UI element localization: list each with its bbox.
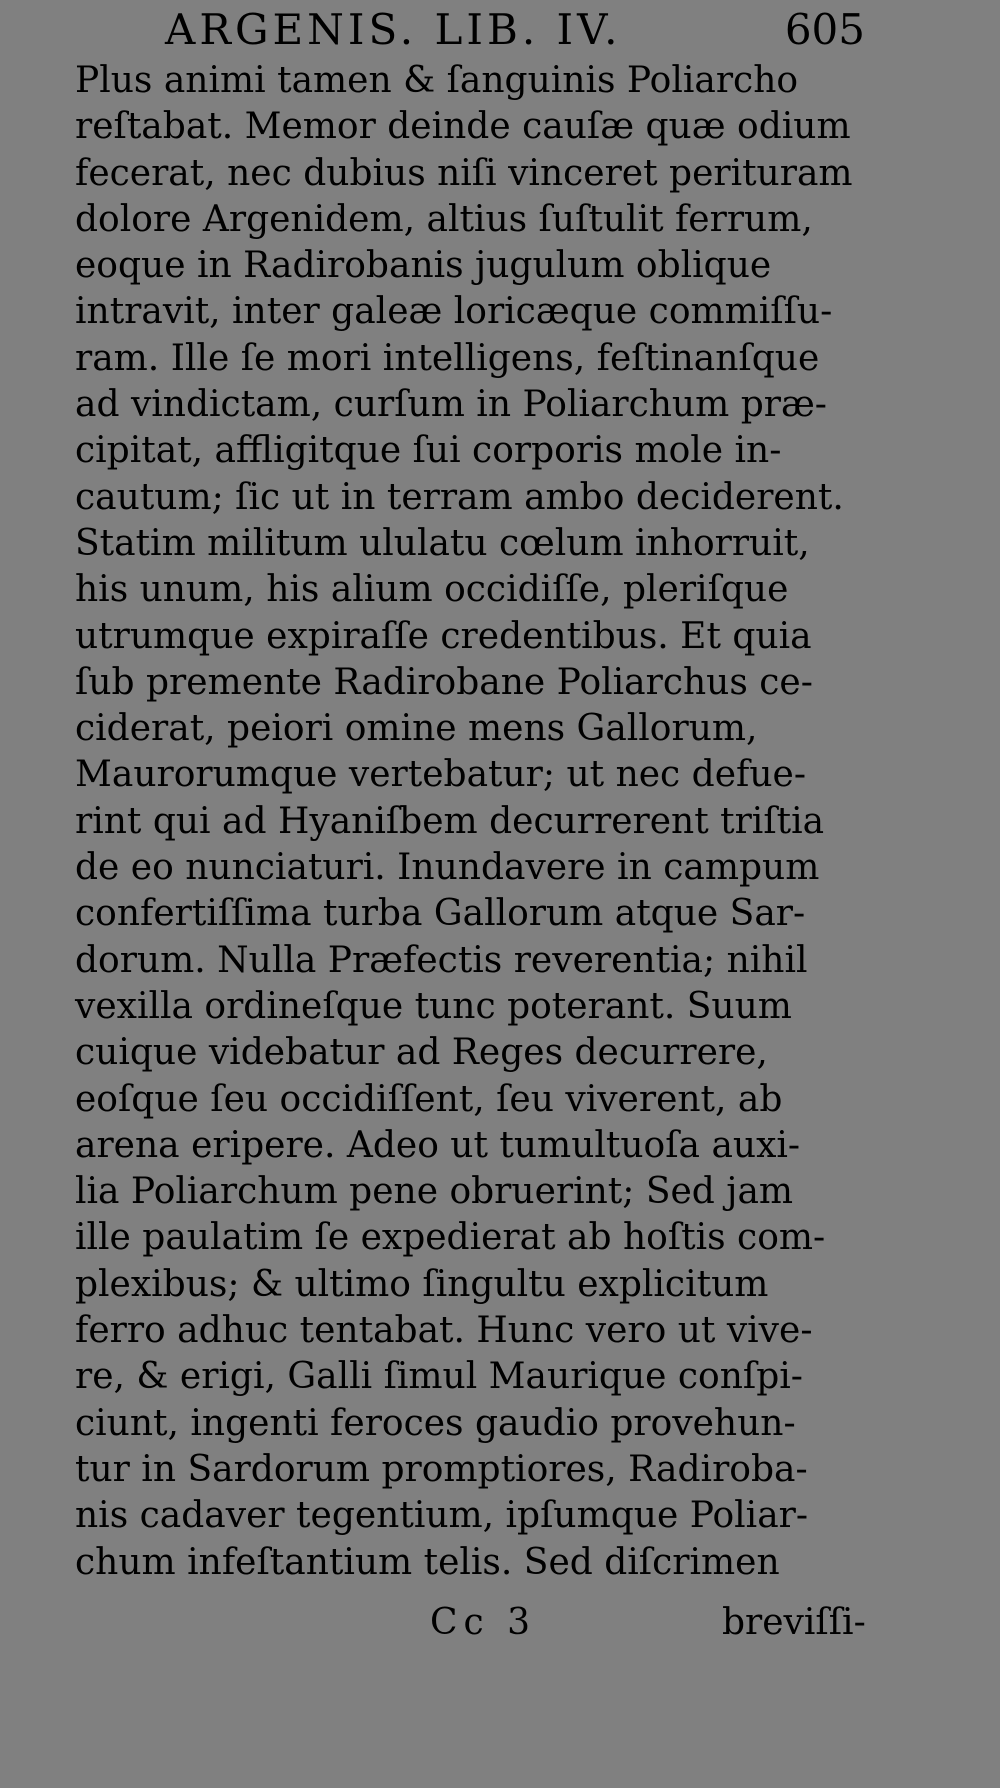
page-footer bbox=[0, 1598, 1000, 1648]
text-line: ram. Ille ſe mori intelligens, feſtinanſque bbox=[75, 337, 820, 379]
body-text bbox=[75, 58, 875, 1586]
text-line: ſub premente Radirobane Poliarchus ce- bbox=[75, 661, 813, 703]
text-line: re, & erigi, Galli ſimul Maurique conſpi- bbox=[75, 1356, 803, 1398]
text-line: ferro adhuc tentabat. Hunc vero ut vive- bbox=[75, 1310, 813, 1352]
signature-mark: Cc 3 bbox=[430, 1602, 537, 1643]
text-line: nis cadaver tegentium, ipſumque Poliar- bbox=[75, 1495, 809, 1537]
text-line: dolore Argenidem, altius ſuſtulit ferrum, bbox=[75, 198, 813, 240]
text-line: utrumque expiraſſe credentibus. Et quia bbox=[75, 615, 812, 657]
running-title: ARGENIS. LIB. IV. bbox=[165, 5, 622, 54]
catchword: breviſſi- bbox=[722, 1602, 866, 1643]
text-line: cuique videbatur ad Reges decurrere, bbox=[75, 1032, 768, 1074]
text-line: tur in Sardorum promptiores, Radiroba- bbox=[75, 1448, 808, 1490]
text-line: eoque in Radirobanis jugulum oblique bbox=[75, 245, 772, 287]
text-line: his unum, his alium occidiſſe, pleriſque bbox=[75, 569, 789, 611]
text-line: fecerat, nec dubius niſi vinceret perituram bbox=[75, 152, 853, 194]
page-number: 605 bbox=[784, 5, 865, 54]
text-line: Plus animi tamen & ſanguinis Poliarcho bbox=[75, 60, 799, 101]
text-line: reſtabat. Memor deinde cauſæ quæ odium bbox=[75, 106, 851, 148]
text-line: de eo nunciaturi. Inundavere in campum bbox=[75, 847, 820, 889]
text-line: dorum. Nulla Præfectis reverentia; nihil bbox=[75, 939, 808, 981]
text-line: confertiſſima turba Gallorum atque Sar- bbox=[75, 893, 806, 935]
text-line: eoſque ſeu occidiſſent, ſeu viverent, ab bbox=[75, 1078, 783, 1120]
text-line: lia Poliarchum pene obruerint; Sed jam bbox=[75, 1171, 794, 1213]
text-line: intravit, inter galeæ loricæque commiſſu- bbox=[75, 291, 833, 333]
text-line: ad vindictam, curſum in Poliarchum præ- bbox=[75, 384, 827, 426]
text-line: vexilla ordineſque tunc poterant. Suum bbox=[75, 985, 792, 1027]
text-line: ille paulatim ſe expedierat ab hoſtis com- bbox=[75, 1217, 826, 1259]
text-line: rint qui ad Hyaniſbem decurrerent triſtia bbox=[75, 800, 825, 842]
text-line: Maurorumque vertebatur; ut nec defue- bbox=[75, 754, 806, 796]
text-line: cautum; ſic ut in terram ambo deciderent. bbox=[75, 476, 844, 518]
text-line: chum infeſtantium telis. Sed diſcrimen bbox=[75, 1541, 780, 1583]
text-line: plexibus; & ultimo ſingultu explicitum bbox=[75, 1263, 769, 1305]
text-line: cipitat, affligitque ſui corporis mole in- bbox=[75, 430, 782, 472]
running-head bbox=[165, 2, 865, 58]
text-line: ciunt, ingenti feroces gaudio provehun- bbox=[75, 1402, 796, 1444]
text-line: arena eripere. Adeo ut tumultuoſa auxi- bbox=[75, 1124, 801, 1166]
text-line: ciderat, peiori omine mens Gallorum, bbox=[75, 708, 758, 750]
text-line: Statim militum ululatu cœlum inhorruit, bbox=[75, 522, 810, 564]
